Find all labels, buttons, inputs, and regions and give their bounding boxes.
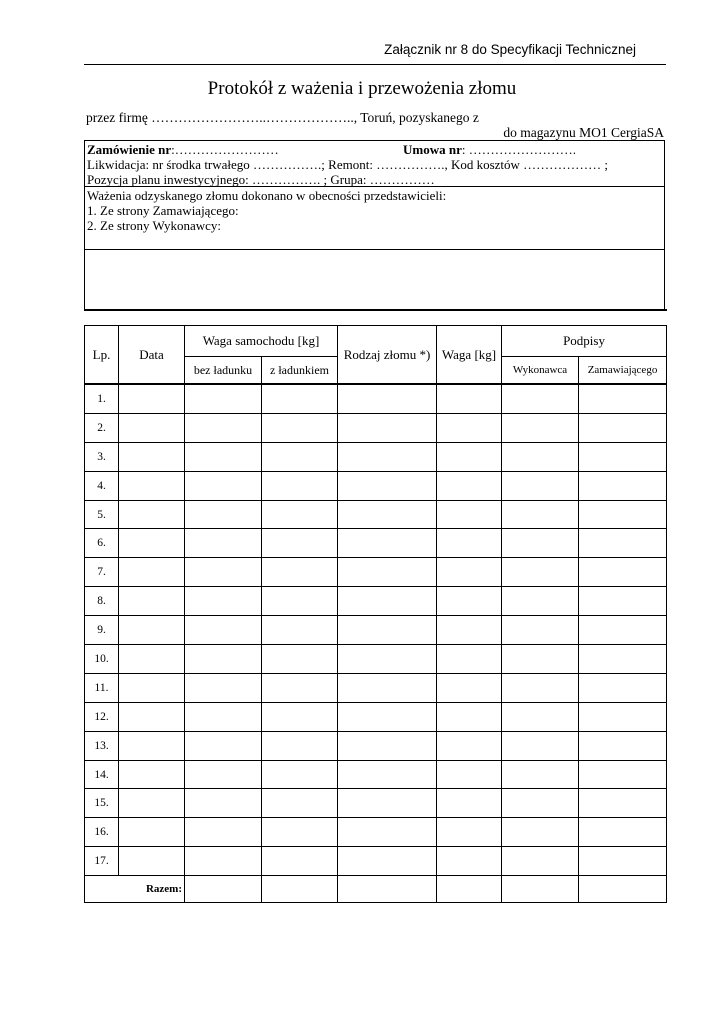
table-cell[interactable] <box>185 587 262 616</box>
table-cell[interactable] <box>338 616 437 645</box>
table-cell[interactable] <box>502 616 579 645</box>
table-cell[interactable] <box>262 731 338 760</box>
table-cell[interactable] <box>185 413 262 442</box>
table-row <box>85 384 667 413</box>
table-cell[interactable] <box>437 645 502 674</box>
weighing-table <box>84 325 667 903</box>
table-cell[interactable] <box>579 558 667 587</box>
table-cell[interactable] <box>262 529 338 558</box>
row-number: 4. <box>85 471 119 500</box>
table-cell[interactable] <box>502 673 579 702</box>
table-cell[interactable] <box>502 413 579 442</box>
table-cell[interactable] <box>262 702 338 731</box>
header-divider <box>84 64 666 65</box>
table-cell[interactable] <box>185 500 262 529</box>
table-cell[interactable] <box>579 384 667 413</box>
table-cell[interactable] <box>502 731 579 760</box>
table-cell[interactable] <box>437 413 502 442</box>
table-cell[interactable] <box>185 558 262 587</box>
table-cell[interactable] <box>437 471 502 500</box>
header-z-ladunkiem: z ładunkiem <box>262 357 338 385</box>
table-cell[interactable] <box>502 529 579 558</box>
table-cell[interactable] <box>262 471 338 500</box>
table-cell[interactable] <box>262 847 338 876</box>
table-cell[interactable] <box>119 847 185 876</box>
header-waga: Waga [kg] <box>437 326 502 385</box>
header-bez-ladunku: bez ładunku <box>185 357 262 385</box>
table-cell[interactable] <box>262 616 338 645</box>
table-cell[interactable] <box>119 760 185 789</box>
table-cell[interactable] <box>437 731 502 760</box>
table-row <box>85 818 667 847</box>
info-bottom-rule <box>84 309 667 311</box>
table-cell[interactable] <box>579 471 667 500</box>
table-cell[interactable] <box>262 673 338 702</box>
table-row <box>85 558 667 587</box>
umowa-label: Umowa nr <box>403 142 462 157</box>
row-number: 9. <box>85 616 119 645</box>
table-cell[interactable] <box>185 818 262 847</box>
table-cell[interactable] <box>338 529 437 558</box>
table-cell[interactable] <box>502 442 579 471</box>
umowa-row <box>403 142 576 158</box>
table-cell[interactable] <box>502 587 579 616</box>
table-cell[interactable] <box>338 789 437 818</box>
zamowienie-label: Zamówienie nr <box>87 142 172 157</box>
table-cell[interactable] <box>338 471 437 500</box>
table-cell[interactable] <box>502 471 579 500</box>
header-lp: Lp. <box>85 326 119 385</box>
table-cell[interactable] <box>437 442 502 471</box>
table-cell[interactable] <box>338 673 437 702</box>
table-cell[interactable] <box>437 789 502 818</box>
table-cell[interactable] <box>437 558 502 587</box>
document-title: Protokół z ważenia i przewożenia złomu <box>207 78 517 99</box>
table-cell[interactable] <box>338 442 437 471</box>
table-cell[interactable] <box>579 413 667 442</box>
table-cell[interactable] <box>262 558 338 587</box>
table-cell[interactable] <box>579 789 667 818</box>
table-cell[interactable] <box>262 645 338 674</box>
table-cell[interactable] <box>579 673 667 702</box>
table-cell[interactable] <box>262 384 338 413</box>
row-number: 12. <box>85 702 119 731</box>
header-data: Data <box>119 326 185 385</box>
zamawiajacy-row: 1. Ze strony Zamawiającego: <box>87 203 239 218</box>
row-number: 17. <box>85 847 119 876</box>
table-cell[interactable] <box>185 847 262 876</box>
table-row <box>85 789 667 818</box>
table-cell[interactable] <box>338 645 437 674</box>
wykonawca-row: 2. Ze strony Wykonawcy: <box>87 218 222 233</box>
row-number: 16. <box>85 818 119 847</box>
row-number: 1. <box>85 384 119 413</box>
table-cell[interactable] <box>185 702 262 731</box>
row-number: 13. <box>85 731 119 760</box>
table-cell[interactable] <box>185 529 262 558</box>
table-cell[interactable] <box>338 702 437 731</box>
table-row <box>85 731 667 760</box>
table-cell[interactable] <box>185 645 262 674</box>
table-cell[interactable] <box>579 442 667 471</box>
table-cell[interactable] <box>437 818 502 847</box>
table-cell[interactable] <box>502 702 579 731</box>
table-cell[interactable] <box>579 702 667 731</box>
table-cell[interactable] <box>119 442 185 471</box>
info-divider <box>85 186 664 187</box>
header-zamawiajacy: Zamawiającego <box>579 357 667 385</box>
table-cell[interactable] <box>437 384 502 413</box>
table-cell[interactable] <box>579 645 667 674</box>
table-cell[interactable] <box>338 731 437 760</box>
table-cell[interactable] <box>119 702 185 731</box>
table-cell[interactable] <box>502 847 579 876</box>
magazyn-line: do magazynu MO1 CergiaSA <box>503 125 664 140</box>
table-row <box>85 616 667 645</box>
table-row <box>85 529 667 558</box>
table-cell[interactable] <box>119 558 185 587</box>
info-box <box>84 140 665 311</box>
table-cell[interactable] <box>502 818 579 847</box>
table-cell[interactable] <box>262 587 338 616</box>
table-row <box>85 471 667 500</box>
table-cell[interactable] <box>119 645 185 674</box>
table-cell[interactable] <box>579 587 667 616</box>
table-cell[interactable] <box>338 558 437 587</box>
header-wykonawca: Wykonawca <box>502 357 579 385</box>
header-waga-samochodu: Waga samochodu [kg] <box>185 326 338 357</box>
table-cell[interactable] <box>579 500 667 529</box>
table-cell[interactable] <box>185 731 262 760</box>
table-cell[interactable] <box>579 529 667 558</box>
table-cell[interactable] <box>338 818 437 847</box>
table-cell[interactable] <box>119 471 185 500</box>
row-number: 6. <box>85 529 119 558</box>
table-cell[interactable] <box>185 760 262 789</box>
table-cell[interactable] <box>502 645 579 674</box>
table-cell[interactable] <box>437 760 502 789</box>
table-row <box>85 500 667 529</box>
table-cell[interactable] <box>437 847 502 876</box>
row-number: 3. <box>85 442 119 471</box>
table-cell[interactable] <box>502 789 579 818</box>
table-cell[interactable] <box>437 702 502 731</box>
table-cell[interactable] <box>185 616 262 645</box>
header-note: Załącznik nr 8 do Specyfikacji Technicznej <box>384 42 636 57</box>
umowa-value: : ……………………. <box>461 142 576 157</box>
pozycja-row: Pozycja planu inwestycyjnego: ……………. ; Grupa: …………… <box>87 172 435 187</box>
table-cell[interactable] <box>437 587 502 616</box>
table-cell[interactable] <box>185 673 262 702</box>
table-cell[interactable] <box>262 442 338 471</box>
table-cell[interactable] <box>579 731 667 760</box>
row-number: 2. <box>85 413 119 442</box>
table-cell[interactable] <box>437 500 502 529</box>
row-number: 7. <box>85 558 119 587</box>
table-cell[interactable] <box>579 760 667 789</box>
table-row <box>85 847 667 876</box>
zamowienie-row <box>87 142 279 158</box>
table-cell[interactable] <box>338 760 437 789</box>
table-cell[interactable] <box>119 673 185 702</box>
table-cell[interactable] <box>338 500 437 529</box>
table-cell[interactable] <box>185 789 262 818</box>
table-cell[interactable] <box>185 442 262 471</box>
table-cell[interactable] <box>502 558 579 587</box>
table-cell[interactable] <box>119 413 185 442</box>
table-cell[interactable] <box>185 471 262 500</box>
likwidacja-row: Likwidacja: nr środka trwałego …………….; Remont: ……………., Kod kosztów ……………… ; <box>87 157 609 172</box>
table-row <box>85 413 667 442</box>
table-row <box>85 442 667 471</box>
sum-cell[interactable] <box>338 876 437 903</box>
table-cell[interactable] <box>437 673 502 702</box>
zamowienie-value: :…………………… <box>171 142 279 157</box>
table-cell[interactable] <box>119 529 185 558</box>
table-cell[interactable] <box>579 847 667 876</box>
row-number: 14. <box>85 760 119 789</box>
table-cell[interactable] <box>119 789 185 818</box>
sum-cell[interactable] <box>185 876 262 903</box>
table-cell[interactable] <box>579 818 667 847</box>
table-cell[interactable] <box>502 760 579 789</box>
table-cell[interactable] <box>262 789 338 818</box>
sum-cell[interactable] <box>502 876 579 903</box>
header-podpisy: Podpisy <box>502 326 667 357</box>
sum-cell[interactable] <box>579 876 667 903</box>
table-cell[interactable] <box>502 384 579 413</box>
sum-cell[interactable] <box>437 876 502 903</box>
table-cell[interactable] <box>262 760 338 789</box>
table-cell[interactable] <box>119 616 185 645</box>
table-row <box>85 702 667 731</box>
table-row <box>85 587 667 616</box>
table-row <box>85 645 667 674</box>
table-cell[interactable] <box>119 818 185 847</box>
table-cell[interactable] <box>262 500 338 529</box>
table-cell[interactable] <box>338 587 437 616</box>
table-cell[interactable] <box>119 731 185 760</box>
table-body <box>85 384 667 903</box>
table-cell[interactable] <box>502 500 579 529</box>
row-number: 5. <box>85 500 119 529</box>
table-cell[interactable] <box>338 413 437 442</box>
table-cell[interactable] <box>437 529 502 558</box>
header-rodzaj: Rodzaj złomu *) <box>338 326 437 385</box>
table-cell[interactable] <box>338 384 437 413</box>
wazenia-row: Ważenia odzyskanego złomu dokonano w obecności przedstawicieli: <box>87 188 447 203</box>
table-cell[interactable] <box>119 384 185 413</box>
row-number: 11. <box>85 673 119 702</box>
table-row <box>85 673 667 702</box>
sum-cell[interactable] <box>262 876 338 903</box>
table-cell[interactable] <box>119 587 185 616</box>
row-number: 15. <box>85 789 119 818</box>
sum-label: Razem: <box>85 876 185 903</box>
table-cell[interactable] <box>579 616 667 645</box>
table-cell[interactable] <box>119 500 185 529</box>
table-cell[interactable] <box>338 847 437 876</box>
firm-line: przez firmę ……………………..……………….., Toruń, pozyskanego z <box>86 110 479 125</box>
table-row <box>85 760 667 789</box>
sum-row <box>85 876 667 903</box>
table-cell[interactable] <box>262 413 338 442</box>
row-number: 10. <box>85 645 119 674</box>
table-cell[interactable] <box>262 818 338 847</box>
row-number: 8. <box>85 587 119 616</box>
table-cell[interactable] <box>185 384 262 413</box>
info-divider-2 <box>85 249 664 250</box>
table-cell[interactable] <box>437 616 502 645</box>
